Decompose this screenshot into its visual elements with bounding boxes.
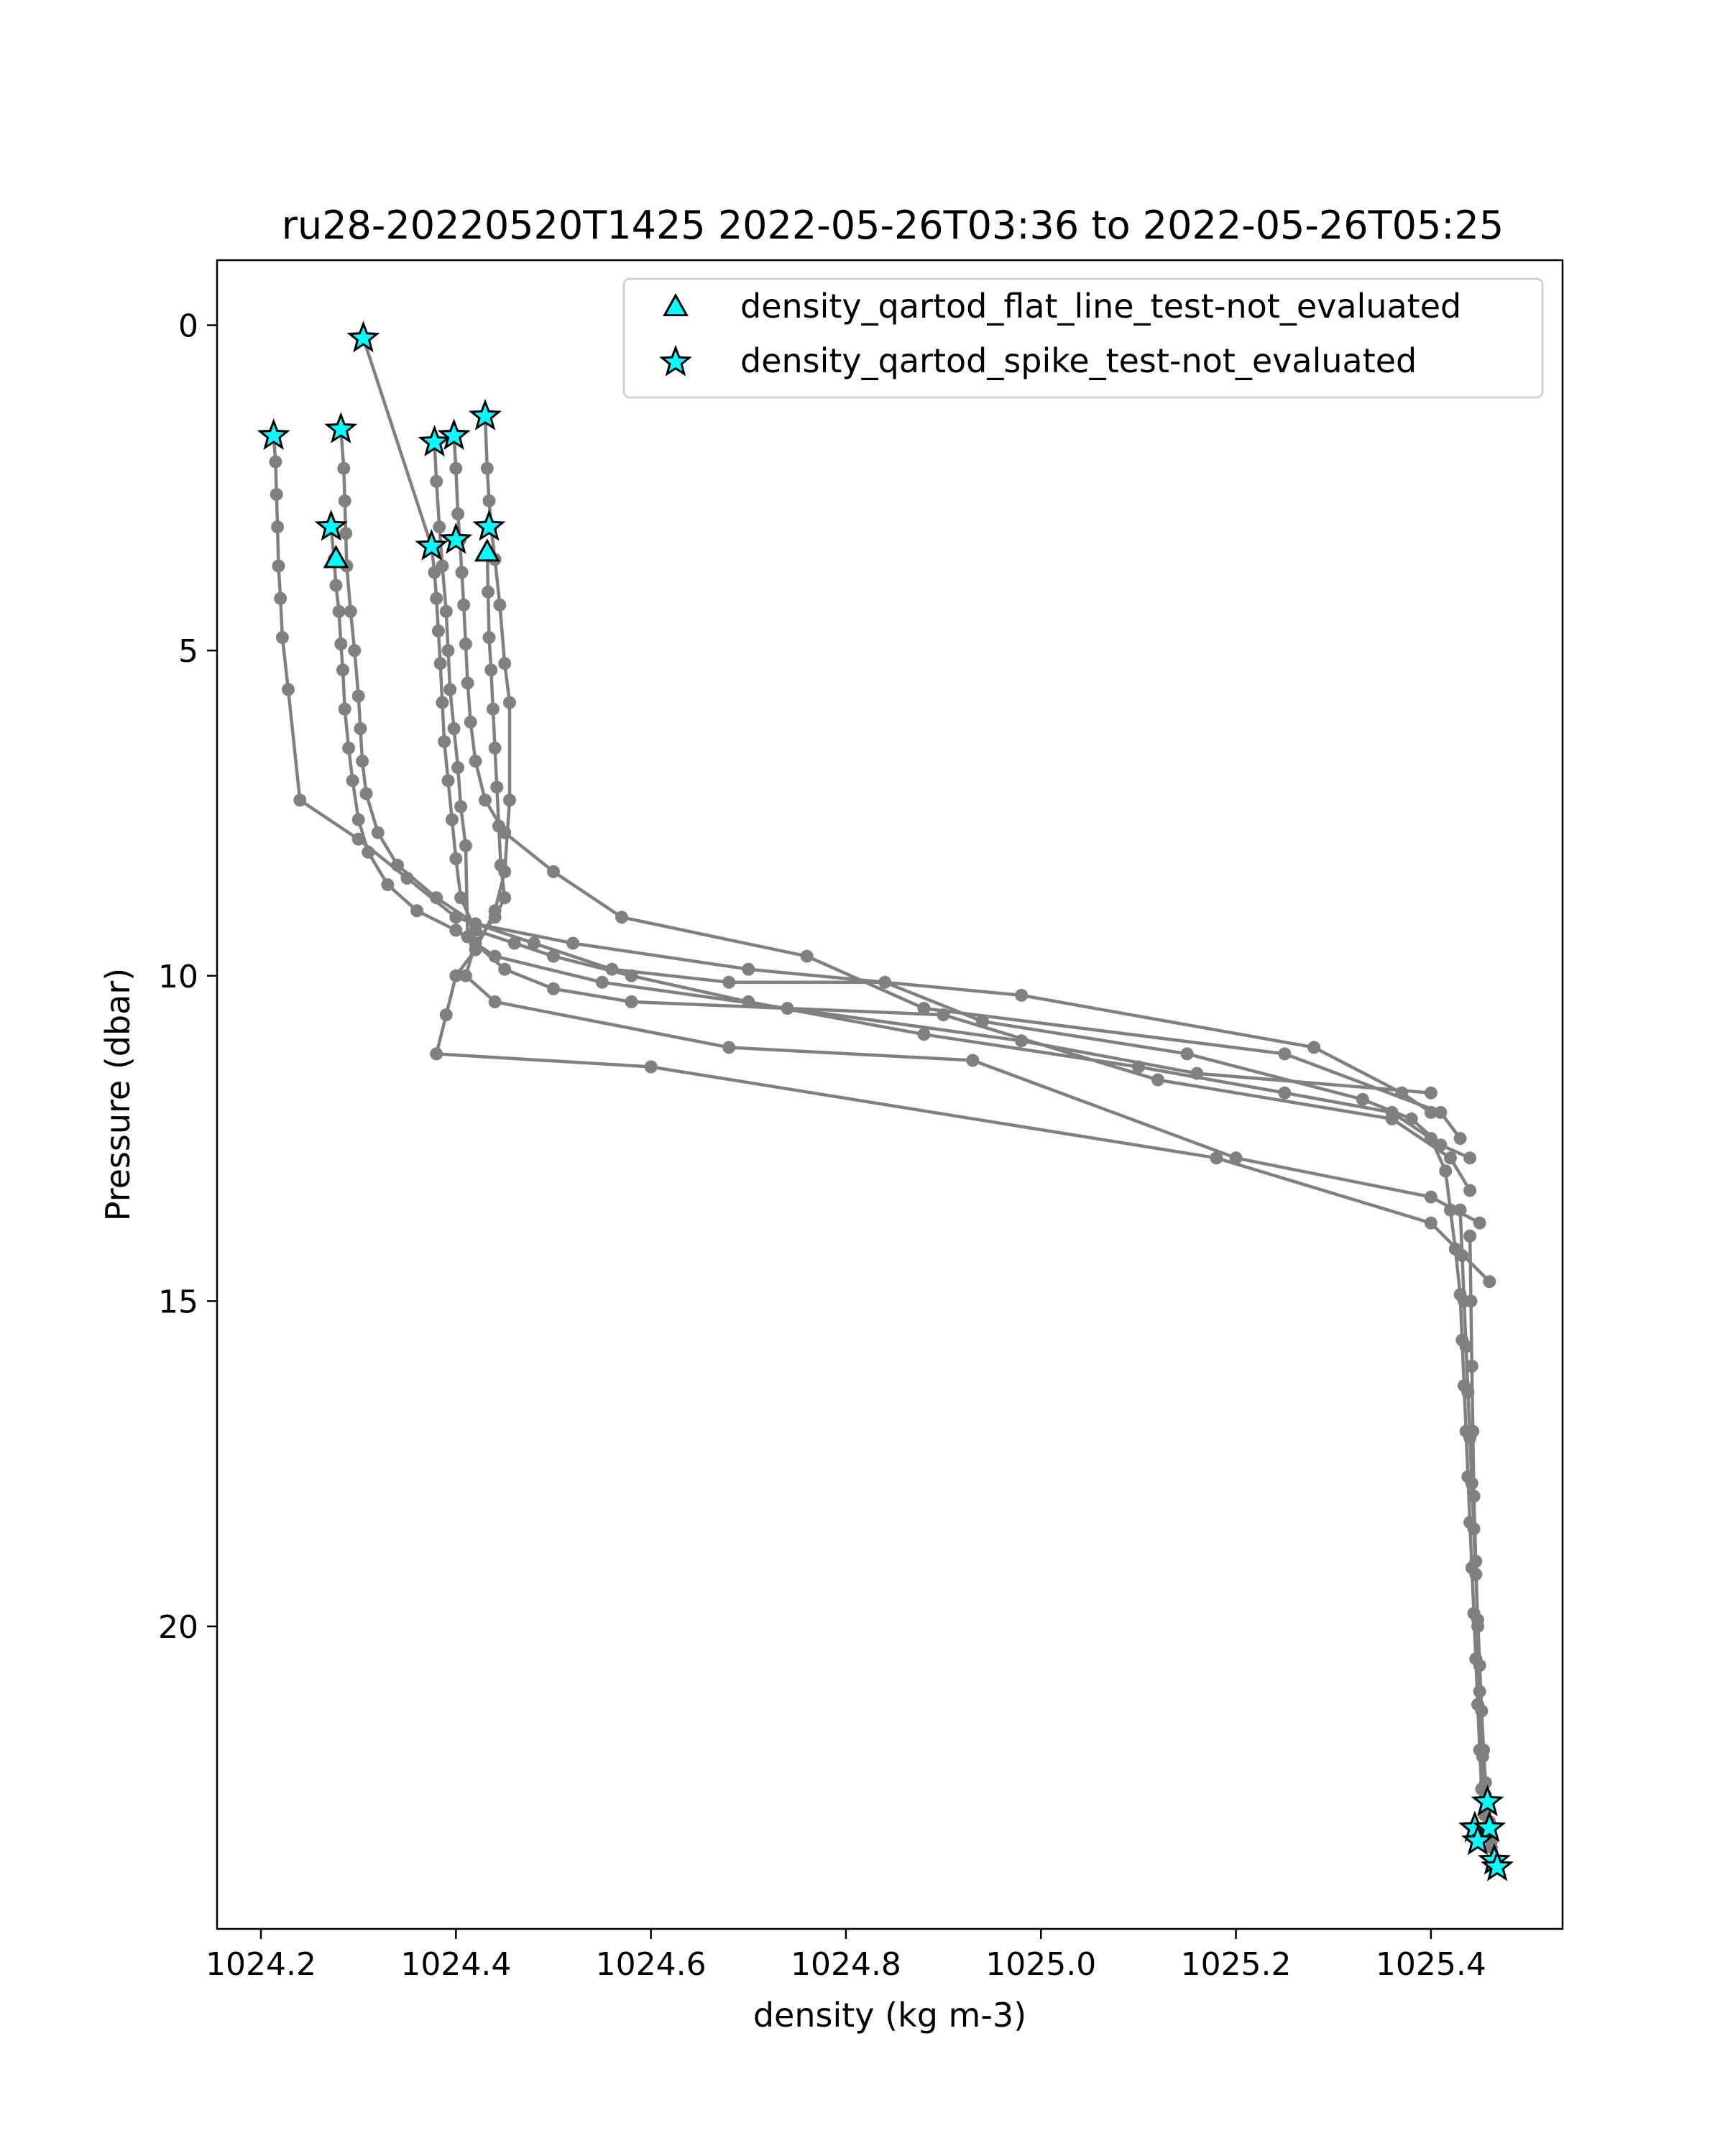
data-point bbox=[442, 644, 455, 657]
data-point bbox=[484, 663, 497, 676]
data-point bbox=[918, 1028, 931, 1041]
data-point bbox=[333, 605, 346, 618]
legend bbox=[624, 279, 1542, 397]
data-point bbox=[1015, 989, 1028, 1002]
data-point bbox=[494, 859, 507, 872]
data-point bbox=[459, 969, 472, 982]
data-point bbox=[966, 1054, 979, 1067]
data-point bbox=[487, 703, 500, 716]
x-tick-label: 1024.4 bbox=[400, 1946, 512, 1983]
data-point bbox=[492, 820, 505, 833]
x-tick-label: 1024.8 bbox=[790, 1946, 901, 1983]
data-point bbox=[596, 976, 609, 989]
data-point bbox=[356, 755, 369, 768]
data-point bbox=[372, 826, 385, 839]
data-point bbox=[1181, 1047, 1194, 1060]
data-point bbox=[1425, 1217, 1438, 1230]
data-point bbox=[479, 793, 492, 806]
data-point bbox=[464, 716, 477, 729]
data-point bbox=[1483, 1275, 1496, 1288]
data-point bbox=[336, 663, 349, 676]
data-point bbox=[339, 703, 351, 716]
data-point bbox=[381, 878, 394, 891]
x-tick-label: 1024.2 bbox=[206, 1946, 317, 1983]
data-point bbox=[451, 761, 464, 774]
data-point bbox=[282, 683, 295, 696]
data-point bbox=[410, 904, 423, 917]
y-tick-label: 20 bbox=[158, 1609, 198, 1646]
data-point bbox=[1463, 1151, 1476, 1164]
data-point bbox=[489, 742, 502, 755]
data-point bbox=[498, 963, 511, 976]
data-point bbox=[451, 507, 464, 520]
data-point bbox=[483, 631, 496, 644]
y-tick-label: 0 bbox=[178, 308, 198, 345]
data-point bbox=[459, 839, 472, 852]
data-point bbox=[274, 592, 287, 605]
data-point bbox=[469, 937, 482, 950]
data-point bbox=[1190, 1067, 1203, 1080]
data-point bbox=[272, 560, 285, 573]
data-point bbox=[449, 923, 462, 936]
data-point bbox=[1405, 1112, 1418, 1125]
data-point bbox=[498, 657, 511, 670]
x-tick-label: 1025.0 bbox=[985, 1946, 1097, 1983]
y-tick-label: 10 bbox=[158, 958, 198, 995]
data-point bbox=[436, 560, 448, 573]
data-point bbox=[443, 683, 456, 696]
data-point bbox=[503, 696, 516, 709]
data-point bbox=[1473, 1217, 1486, 1230]
data-point bbox=[605, 963, 618, 976]
data-point bbox=[482, 586, 494, 599]
data-point bbox=[1278, 1087, 1291, 1100]
data-point bbox=[1468, 1490, 1481, 1503]
data-point bbox=[1439, 1164, 1452, 1177]
data-point bbox=[270, 488, 283, 501]
x-tick-label: 1025.2 bbox=[1180, 1946, 1292, 1983]
data-point bbox=[1455, 1249, 1468, 1262]
legend-label-flat-line: density_qartod_flat_line_test-not_evaluated bbox=[740, 287, 1462, 326]
data-point bbox=[430, 475, 443, 488]
data-point bbox=[722, 1041, 735, 1054]
data-point bbox=[342, 742, 355, 755]
data-point bbox=[330, 579, 343, 592]
data-point bbox=[722, 976, 735, 989]
data-point bbox=[1386, 1112, 1399, 1125]
data-point bbox=[742, 963, 755, 976]
data-point bbox=[391, 859, 404, 872]
x-axis-label: density (kg m-3) bbox=[753, 1996, 1027, 2035]
y-axis-label: Pressure (dbar) bbox=[98, 967, 137, 1222]
data-point bbox=[1465, 1294, 1478, 1307]
data-point bbox=[489, 911, 502, 923]
data-point bbox=[449, 852, 462, 865]
data-point bbox=[489, 995, 502, 1008]
data-point bbox=[293, 793, 306, 806]
data-point bbox=[483, 494, 496, 507]
data-point bbox=[1454, 1132, 1467, 1145]
data-point bbox=[1473, 1685, 1486, 1698]
data-point bbox=[1454, 1204, 1467, 1217]
data-point bbox=[334, 637, 347, 650]
data-point bbox=[448, 722, 461, 735]
data-point bbox=[801, 950, 814, 963]
data-point bbox=[498, 891, 511, 904]
data-point bbox=[339, 527, 352, 540]
data-point bbox=[503, 793, 516, 806]
data-point bbox=[1356, 1093, 1369, 1106]
data-point bbox=[352, 690, 365, 703]
data-point bbox=[461, 676, 474, 689]
data-point bbox=[528, 937, 540, 950]
data-point bbox=[433, 520, 446, 533]
data-point bbox=[269, 456, 282, 469]
data-point bbox=[454, 800, 467, 813]
data-point bbox=[1476, 1750, 1489, 1763]
data-point bbox=[469, 917, 482, 930]
data-point bbox=[440, 1008, 453, 1021]
data-point bbox=[1307, 1041, 1320, 1054]
data-point bbox=[438, 735, 451, 748]
data-point bbox=[1466, 1425, 1479, 1438]
data-point bbox=[346, 774, 359, 787]
data-point bbox=[360, 787, 373, 800]
data-point bbox=[566, 937, 579, 950]
data-point bbox=[459, 637, 472, 650]
data-point bbox=[937, 1008, 950, 1021]
data-point bbox=[1471, 1620, 1484, 1633]
data-point bbox=[430, 891, 443, 904]
data-point bbox=[1466, 1360, 1478, 1373]
data-point bbox=[1463, 1230, 1476, 1243]
data-point bbox=[430, 592, 443, 605]
data-point bbox=[362, 846, 374, 859]
data-point bbox=[339, 494, 351, 507]
data-point bbox=[1463, 1184, 1476, 1197]
data-point bbox=[352, 814, 365, 826]
data-point bbox=[1466, 1477, 1478, 1490]
data-point bbox=[430, 1047, 443, 1060]
data-point bbox=[1151, 1074, 1164, 1087]
data-point bbox=[481, 462, 494, 475]
data-point bbox=[457, 599, 470, 612]
data-point bbox=[1434, 1106, 1447, 1119]
data-point bbox=[1444, 1151, 1457, 1164]
x-tick-label: 1025.4 bbox=[1375, 1946, 1486, 1983]
data-point bbox=[337, 462, 350, 475]
data-point bbox=[446, 814, 459, 826]
data-point bbox=[547, 865, 560, 878]
data-point bbox=[469, 755, 482, 768]
y-tick-label: 5 bbox=[178, 633, 198, 671]
data-point bbox=[432, 625, 445, 637]
data-point bbox=[344, 605, 357, 618]
data-point bbox=[354, 722, 367, 735]
data-point bbox=[1469, 1555, 1482, 1568]
data-point bbox=[615, 911, 628, 923]
data-point bbox=[456, 566, 469, 579]
y-tick-label: 15 bbox=[158, 1284, 198, 1321]
data-point bbox=[434, 657, 447, 670]
chart-title: ru28-20220520T1425 2022-05-26T03:36 to 2022-05-26T05:25 bbox=[281, 203, 1504, 248]
data-point bbox=[440, 605, 453, 618]
data-point bbox=[1230, 1151, 1243, 1164]
data-point bbox=[271, 520, 284, 533]
data-point bbox=[1425, 1191, 1438, 1204]
data-point bbox=[1425, 1087, 1438, 1100]
data-point bbox=[493, 599, 506, 612]
data-point bbox=[547, 982, 560, 995]
data-point bbox=[645, 1061, 658, 1074]
data-point bbox=[348, 644, 361, 657]
data-point bbox=[442, 774, 455, 787]
data-point bbox=[436, 696, 448, 709]
data-point bbox=[1278, 1047, 1291, 1060]
legend-label-spike: density_qartod_spike_test-not_evaluated bbox=[740, 341, 1417, 380]
data-point bbox=[490, 780, 503, 793]
data-point bbox=[449, 462, 462, 475]
data-point bbox=[276, 631, 289, 644]
x-tick-label: 1024.6 bbox=[595, 1946, 707, 1983]
data-point bbox=[625, 995, 638, 1008]
